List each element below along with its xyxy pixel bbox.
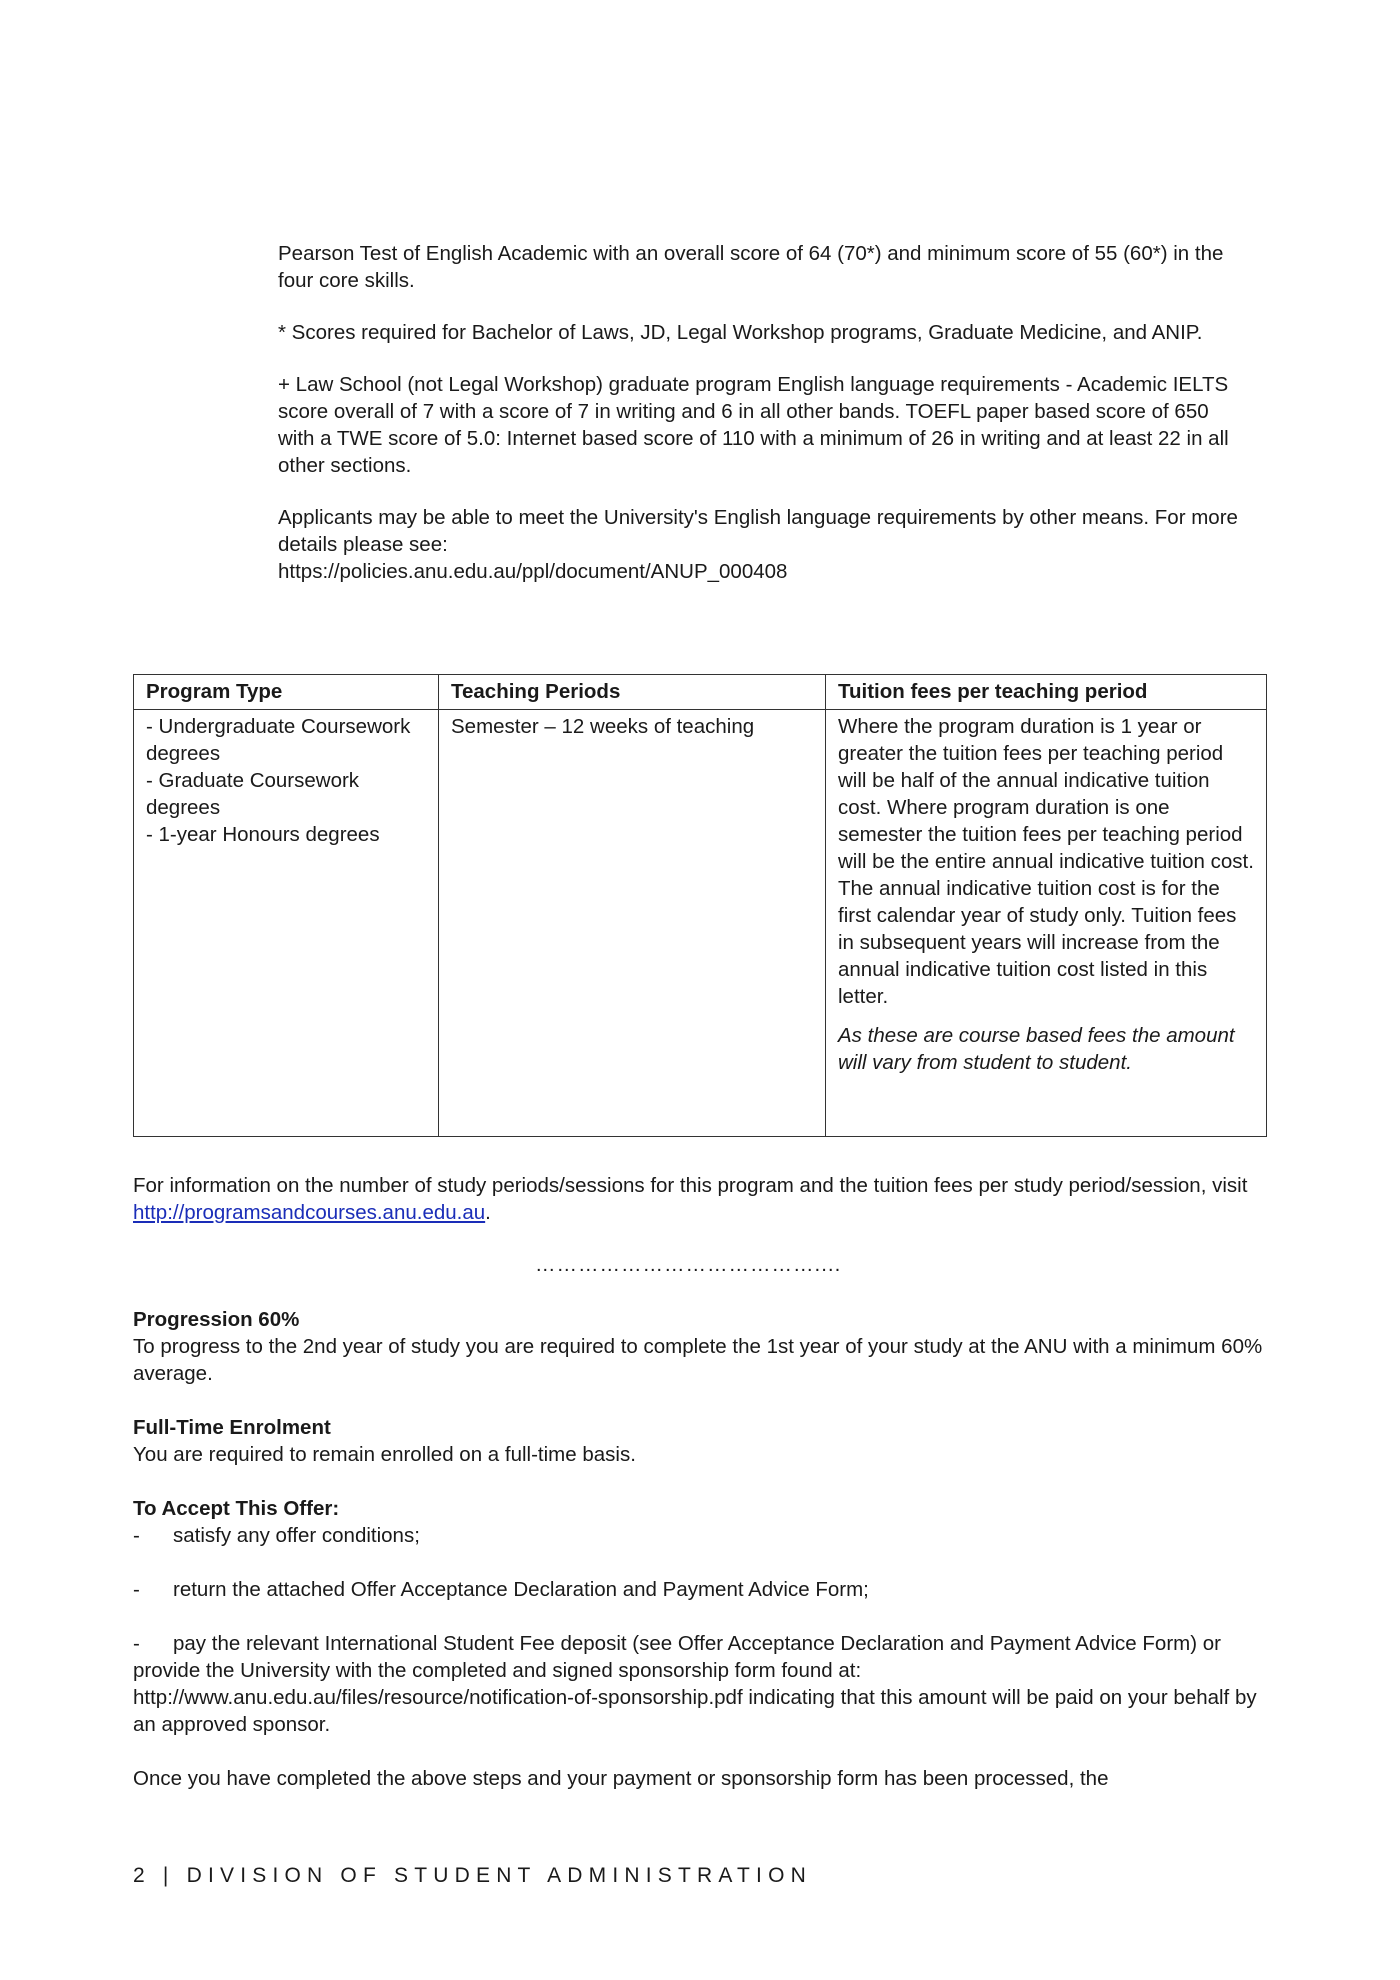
policy-url: https://policies.anu.edu.au/ppl/document/ANUP_000408 — [278, 560, 788, 583]
header-program-type: Program Type — [134, 675, 439, 710]
teaching-period-cell: Semester – 12 weeks of teaching — [439, 710, 826, 1137]
tuition-fees-text: Where the program duration is 1 year or greater the tuition fees per teaching period will be half of the annual indicative tuition cost. Where program duration is one semester the tuition fees per teaching period will be the entire annual indicative tuition cost. The annual indicative tuition cost is for the first calendar year of study only. Tuition fees in subsequent years will increase from the annual indicative tuition cost listed in this letter. — [838, 715, 1254, 1008]
enrolment-section — [133, 1414, 1273, 1468]
list-item — [133, 1576, 1273, 1603]
english-requirements — [278, 240, 1238, 585]
progression-section — [133, 1306, 1273, 1387]
study-periods-info — [133, 1172, 1273, 1226]
programs-courses-link[interactable]: http://programsandcourses.anu.edu.au — [133, 1201, 486, 1224]
bullet-dash: - — [133, 1578, 140, 1601]
list-item-text: return the attached Offer Acceptance Declaration and Payment Advice Form; — [173, 1578, 869, 1601]
enrolment-title: Full-Time Enrolment — [133, 1416, 331, 1439]
enrolment-text: You are required to remain enrolled on a full-time basis. — [133, 1443, 636, 1466]
program-type-item: - Undergraduate Coursework degrees — [146, 715, 411, 765]
progression-title: Progression 60% — [133, 1308, 300, 1331]
law-school-note: + Law School (not Legal Workshop) graduate program English language requirements - Academic IELTS score overall of 7 with a score of 7 in writing and 6 in all other bands. TOEFL paper based score of 650 with a TWE score of 5.0: Internet based score of 110 with a minimum of 26 in writing and at least 22 in all other sections. — [278, 373, 1229, 477]
tuition-fees-table — [133, 674, 1267, 1137]
progression-text: To progress to the 2nd year of study you are required to complete the 1st year of your study at the ANU with a minimum 60% average. — [133, 1335, 1263, 1385]
header-tuition-fees: Tuition fees per teaching period — [826, 675, 1267, 710]
header-teaching-periods: Teaching Periods — [439, 675, 826, 710]
program-type-cell — [134, 710, 439, 1137]
page-footer: 2 | DIVISION OF STUDENT ADMINISTRATION — [133, 1864, 812, 1887]
separator-dots: ………………………………….... — [535, 1253, 842, 1276]
other-means-text: Applicants may be able to meet the University's English language requirements by other means. For more details please see: — [278, 506, 1238, 556]
accept-offer-section — [133, 1495, 1273, 1792]
tuition-fees-cell — [826, 710, 1267, 1137]
list-item-text: satisfy any offer conditions; — [173, 1524, 420, 1547]
program-type-item: - 1-year Honours degrees — [146, 823, 380, 846]
closing-text: Once you have completed the above steps and your payment or sponsorship form has been processed, the — [133, 1767, 1109, 1790]
list-item — [133, 1522, 1273, 1549]
pte-requirement: Pearson Test of English Academic with an overall score of 64 (70*) and minimum score of 55 (60*) in the four core skills. — [278, 242, 1224, 292]
tuition-fees-note: As these are course based fees the amount will vary from student to student. — [838, 1024, 1235, 1074]
table-header-row — [134, 675, 1267, 710]
program-type-item: - Graduate Coursework degrees — [146, 769, 360, 819]
bullet-dash: - — [133, 1524, 140, 1547]
bullet-dash: - — [133, 1632, 140, 1655]
other-means-note — [278, 504, 1238, 585]
list-item — [133, 1630, 1273, 1738]
table-row — [134, 710, 1267, 1137]
study-periods-text: For information on the number of study periods/sessions for this program and the tuition fees per study period/session, visit — [133, 1174, 1248, 1197]
scores-note: * Scores required for Bachelor of Laws, JD, Legal Workshop programs, Graduate Medicine, and ANIP. — [278, 321, 1203, 344]
accept-title: To Accept This Offer: — [133, 1497, 340, 1520]
info-period: . — [485, 1201, 491, 1224]
list-item-text: pay the relevant International Student Fee deposit (see Offer Acceptance Declaration and Payment Advice Form) or provide the University with the completed and signed sponsorship form found at: http://www.anu.edu.au/files/resource/notification-of-sponsorship.pdf indicating that this amount will be paid on your behalf by an approved sponsor. — [133, 1632, 1257, 1736]
